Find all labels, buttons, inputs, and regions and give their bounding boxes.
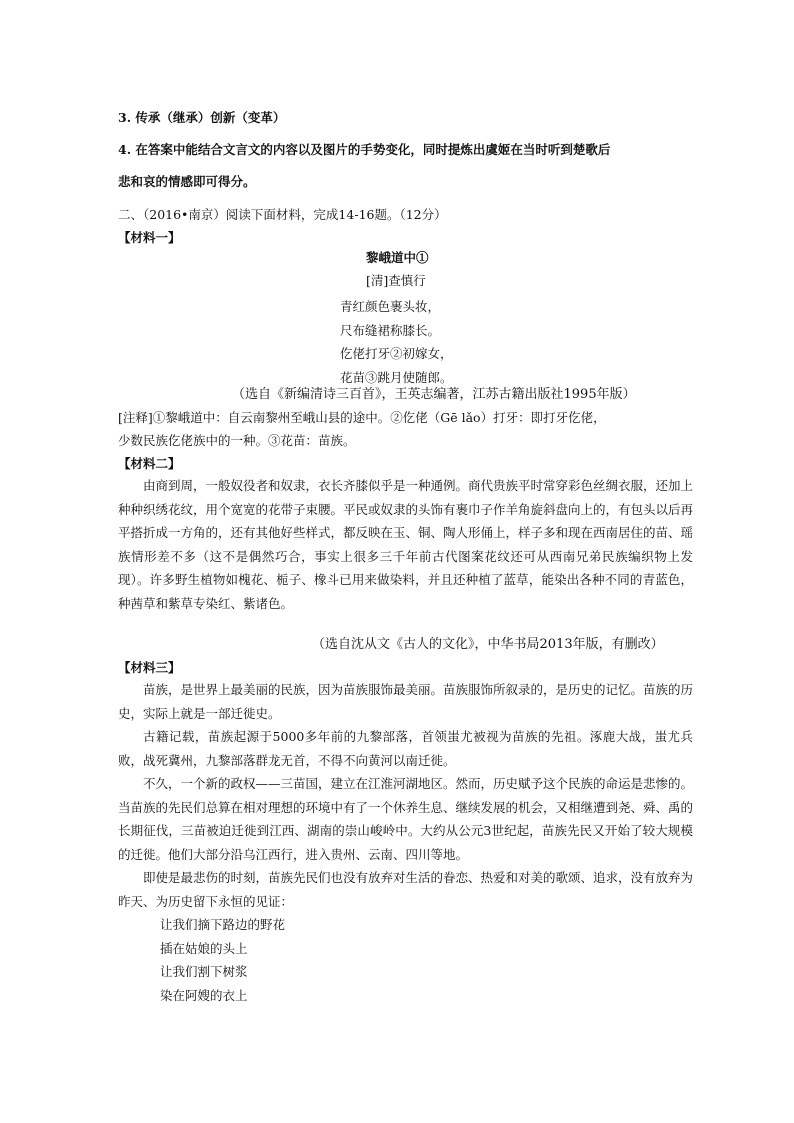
answer-4-line2: 悲和哀的情感即可得分。 — [118, 174, 256, 189]
material1-source: （选自《新编清诗三百首》，王英志编著，江苏古籍出版社1995年版） — [232, 387, 636, 402]
poem-line: 尺布缝裙称膝长。 — [340, 322, 441, 338]
answer-3: 3. 传承（继承）创新（变革） — [118, 110, 286, 125]
poem-line: 花苗③跳月使随郎。 — [340, 369, 453, 385]
verse-line: 让我们割下树浆 — [160, 964, 248, 980]
poem-line: 仡佬打牙②初嫁女， — [340, 346, 453, 362]
material3-paragraph-4: 即使是最悲伤的时刻，苗族先民们也没有放弃对生活的眷恋、热爱和对美的歌颂、追求，没有放弃为昨天、为历史留下永恒的见证： — [118, 870, 694, 909]
material2-label: 【材料二】 — [118, 456, 181, 471]
material3-paragraph-3: 不久，一个新的政权——三苗国，建立在江淮河湖地区。然而，历史赋予这个民族的命运是悲惨的。当苗族的先民们总算在相对理想的环境中有了一个休养生息、继续发展的机会，又相继遭到尧、舜、禹的长期征伐，三苗被迫迁徙到江西、湖南的崇山峻岭中。大约从公元3世纪起，苗族先民又开始了较大规模的迁徙。他们大部分沿乌江西行，进入贵州、云南、四川等地。 — [118, 776, 694, 862]
material2-source: （选自沈从文《古人的文化》，中华书局2013年版，有删改） — [312, 637, 664, 652]
verse-line: 插在姑娘的头上 — [160, 940, 248, 956]
material1-note-line2: 少数民族仡佬族中的一种。③花苗：苗族。 — [118, 433, 356, 448]
material3-paragraph-2: 古籍记载，苗族起源于5000多年前的九黎部落，首领蚩尤被视为苗族的先祖。涿鹿大战，蚩尤兵败，战死冀州，九黎部落群龙无首，不得不向黄河以南迁徙。 — [118, 729, 693, 768]
material1-label: 【材料一】 — [118, 230, 181, 245]
material3-paragraph-1: 苗族，是世界上最美丽的民族，因为苗族服饰最美丽。苗族服饰所叙录的，是历史的记忆。苗族的历史，实际上就是一部迁徙史。 — [118, 682, 694, 721]
folk-verse — [160, 913, 285, 1007]
material2-paragraph: 由商到周，一般奴役者和奴隶，衣长齐膝似乎是一种通例。商代贵族平时常穿彩色丝绸衣服，还加上种种织绣花纹，用个宽宽的花带子束腰。平民或奴隶的头饰有裹巾子作羊角旋斜盘向上的，有包头以后再平搭折成一方角的，还有其他好些样式，都反映在玉、铜、陶人形俑上，样子多和现在西南居住的苗、瑶族情形差不多（这不是偶然巧合，事实上很多三千年前古代图案花纹还可从西南兄弟民族编织物上发现）。许多野生植物如槐花、栀子、橡斗已用来做染料，并且还种植了蓝草，能染出各种不同的青蓝色，种茜草和紫草专染红、紫诸色。 — [118, 478, 694, 611]
verse-line: 染在阿嫂的衣上 — [160, 987, 248, 1003]
material3-label: 【材料三】 — [118, 660, 181, 675]
poem-title: 黎峨道中① — [366, 250, 429, 265]
verse-line: 让我们摘下路边的野花 — [160, 917, 286, 932]
poem-author: [清]查慎行 — [366, 273, 426, 288]
section-heading: 二、（2016•南京）阅读下面材料，完成14-16题。（12分） — [118, 207, 447, 222]
poem-lines — [340, 295, 453, 389]
poem-line: 青红颜色裹头妆， — [340, 299, 441, 314]
material1-note-line1: [注释]①黎峨道中：自云南黎州至峨山县的途中。②仡佬（Gē lǎo）打牙：即打牙仡佬， — [118, 410, 606, 425]
answer-4-line1: 4. 在答案中能结合文言文的内容以及图片的手势变化，同时提炼出虞姬在当时听到楚歌后 — [118, 142, 611, 157]
